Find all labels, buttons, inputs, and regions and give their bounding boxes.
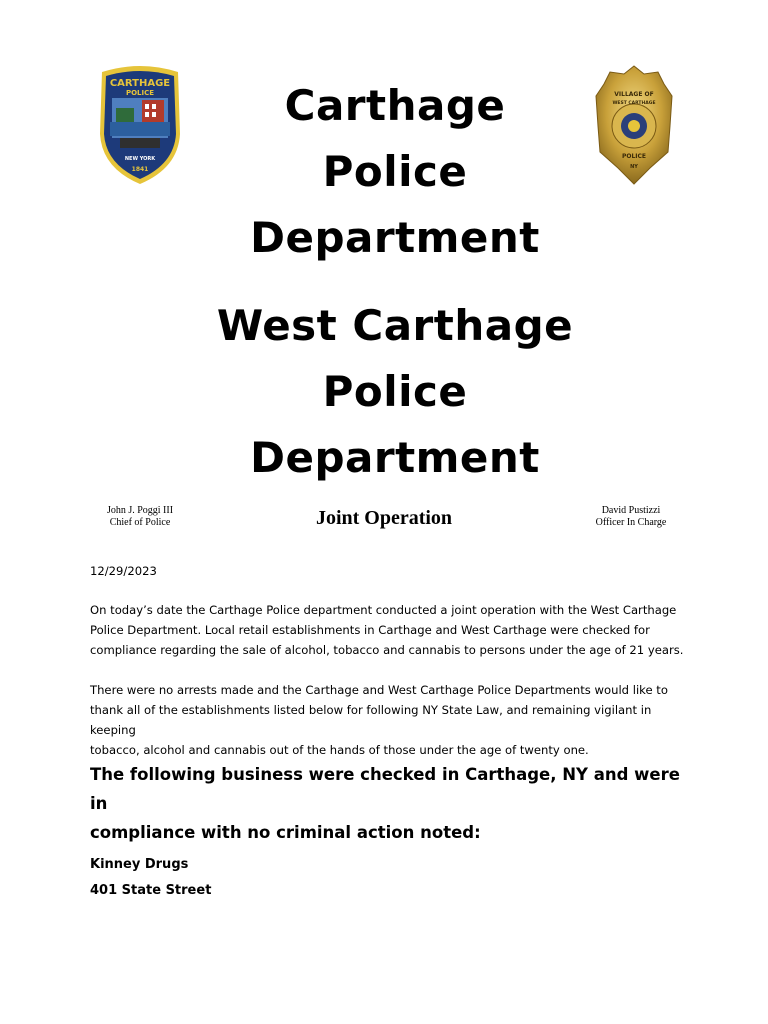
officer-name: David Pustizzi — [601, 505, 661, 516]
compliance-headline — [90, 760, 690, 847]
paragraph-operation-summary — [90, 600, 690, 660]
svg-text:NY: NY — [630, 164, 638, 170]
carthage-police-title — [150, 73, 640, 271]
document-date: 12/29/2023 — [90, 564, 157, 578]
business-address: 401 State Street — [90, 883, 212, 898]
title-line: West Carthage — [216, 301, 574, 350]
svg-text:NEW YORK: NEW YORK — [124, 156, 156, 162]
paragraph-line: tobacco, alcohol and cannabis out of the hands of those under the age of twenty one. — [90, 743, 589, 757]
paragraph-line: compliance regarding the sale of alcohol, tobacco and cannabis to persons under the age of 21 years. — [90, 643, 684, 657]
svg-text:1841: 1841 — [131, 166, 149, 173]
paragraph-line: On today’s date the Carthage Police department conducted a joint operation with the West Carthage — [90, 603, 677, 617]
officer-title: Officer In Charge — [595, 517, 667, 528]
operation-label: Joint Operation — [315, 507, 453, 529]
title-line: Department — [250, 433, 540, 482]
paragraph-thanks — [90, 680, 690, 760]
paragraph-line: There were no arrests made and the Carthage and West Carthage Police Departments would like to — [90, 683, 668, 697]
svg-text:POLICE: POLICE — [621, 153, 647, 160]
svg-text:VILLAGE OF: VILLAGE OF — [614, 91, 654, 98]
officer-title: Chief of Police — [109, 517, 171, 528]
svg-text:CARTHAGE: CARTHAGE — [109, 78, 171, 89]
officer-name: John J. Poggi III — [106, 505, 174, 516]
business-list-item — [90, 852, 211, 904]
business-name: Kinney Drugs — [90, 857, 189, 872]
svg-text:WEST CARTHAGE: WEST CARTHAGE — [612, 101, 656, 106]
title-line: Police — [322, 367, 468, 416]
officer-in-charge-block — [551, 505, 711, 529]
chief-signature-block — [60, 505, 220, 529]
paragraph-line: Police Department. Local retail establishments in Carthage and West Carthage were checked for — [90, 623, 650, 637]
title-line: Police — [322, 147, 468, 196]
title-line: Department — [250, 213, 540, 262]
headline-line: compliance with no criminal action noted: — [90, 823, 481, 842]
west-carthage-police-title — [150, 293, 640, 491]
svg-text:POLICE: POLICE — [125, 89, 155, 97]
title-line: Carthage — [284, 81, 506, 130]
headline-line: The following business were checked in Carthage, NY and were in — [90, 765, 680, 813]
paragraph-line: thank all of the establishments listed below for following NY State Law, and remaining vigilant in keeping — [90, 703, 652, 737]
